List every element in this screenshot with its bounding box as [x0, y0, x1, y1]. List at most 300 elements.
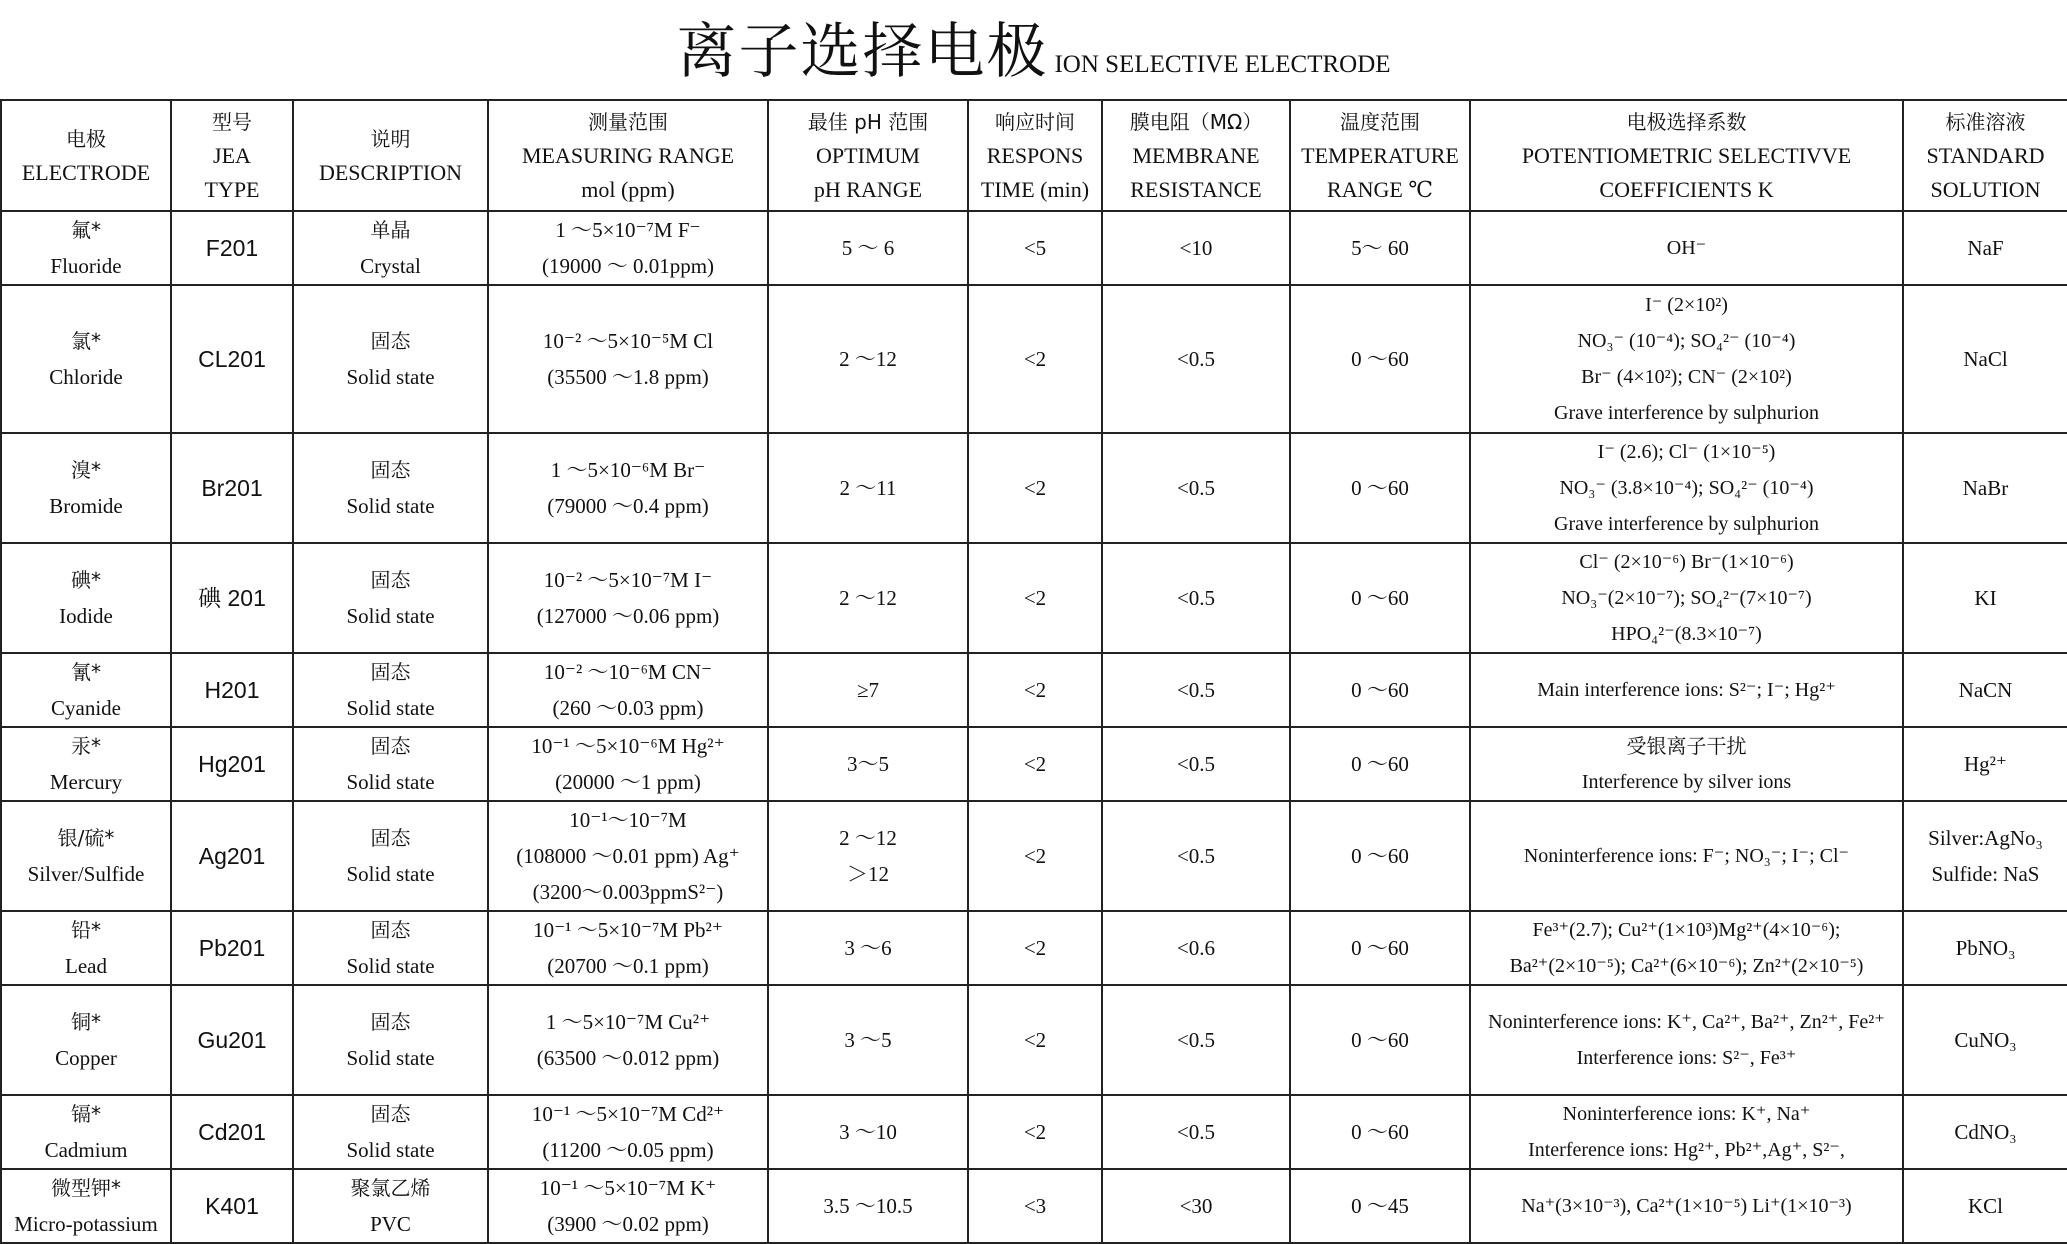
response-time-cell: [968, 985, 1102, 1095]
coefficient-line: 受银离子干扰: [1626, 734, 1747, 758]
temperature-cell: [1290, 211, 1470, 285]
standard-solution: NaBr: [1962, 476, 2009, 500]
measuring-range-cell: [488, 543, 768, 653]
header-line: RESISTANCE: [1130, 176, 1262, 202]
title-chinese: 离子选择电极: [676, 17, 1049, 87]
measuring-range-cell: [488, 285, 768, 433]
table-row: [1, 1095, 2067, 1169]
range-line: 10⁻² ～5×10⁻⁷M I⁻: [543, 568, 713, 592]
table-row: [1, 433, 2067, 543]
model-number: Pb201: [198, 935, 266, 961]
standard-solution-cell: [1903, 727, 2067, 801]
range-line: 1 ～5×10⁻⁷M Cu²⁺: [545, 1010, 711, 1034]
table-row: [1, 653, 2067, 727]
model-number: F201: [205, 235, 259, 261]
resistance-cell: [1102, 985, 1290, 1095]
ph-range-cell: [768, 433, 968, 543]
header-line: ELECTRODE: [21, 159, 151, 185]
electrode-name-zh: 碘*: [71, 568, 101, 592]
model-number: Br201: [201, 475, 263, 501]
ph-line: 3 ～5: [844, 1028, 892, 1052]
response-time-cell: [968, 653, 1102, 727]
standard-solution: NaCl: [1963, 347, 2008, 371]
electrode-name-en: Silver/Sulfide: [27, 862, 145, 886]
description-en: Solid state: [346, 954, 435, 978]
range-line: (127000 ～0.06 ppm): [536, 604, 720, 628]
description-cell: [293, 1095, 488, 1169]
header-line: 型号: [212, 109, 252, 134]
coefficient-cell: [1470, 727, 1903, 801]
membrane-resistance: <0.5: [1176, 678, 1216, 702]
header-line: MEMBRANE: [1132, 142, 1260, 168]
type-cell: [171, 801, 293, 911]
standard-solution: KCl: [1967, 1194, 2003, 1218]
coefficient-cell: [1470, 211, 1903, 285]
electrode-cell: [1, 1169, 171, 1243]
standard-solution-cell: [1903, 1095, 2067, 1169]
range-line: 1 ～5×10⁻⁷M F⁻: [555, 218, 701, 242]
temperature-cell: [1290, 433, 1470, 543]
type-cell: [171, 433, 293, 543]
standard-solution-cell: [1903, 543, 2067, 653]
response-time-cell: [968, 1169, 1102, 1243]
electrode-cell: [1, 285, 171, 433]
temperature-cell: [1290, 727, 1470, 801]
header-line: pH RANGE: [813, 176, 923, 202]
description-en: Solid state: [346, 365, 435, 389]
temperature-range: 0 ～60: [1351, 936, 1409, 960]
ph-range-cell: [768, 1095, 968, 1169]
range-line: (260 ～0.03 ppm): [552, 696, 704, 720]
electrode-name-en: Cyanide: [51, 696, 121, 720]
coefficient-line: Interference ions: S²⁻, Fe³⁺: [1576, 1047, 1797, 1069]
description-zh: 固态: [370, 918, 411, 942]
header-line: mol (ppm): [581, 176, 675, 202]
temperature-cell: [1290, 911, 1470, 985]
response-time-cell: [968, 433, 1102, 543]
response-time: <3: [1023, 1194, 1047, 1218]
coefficient-line: Br⁻ (4×10²); CN⁻ (2×10²): [1581, 366, 1792, 388]
ph-range-cell: [768, 801, 968, 911]
temperature-range: 0 ～45: [1351, 1194, 1409, 1218]
temperature-range: 0 ～60: [1351, 1120, 1409, 1144]
membrane-resistance: <30: [1179, 1194, 1213, 1218]
ph-range-cell: [768, 911, 968, 985]
membrane-resistance: <0.5: [1176, 476, 1216, 500]
range-line: 10⁻¹ ～5×10⁻⁷M Cd²⁺: [531, 1102, 725, 1126]
table-row: [1, 285, 2067, 433]
standard-solution: KI: [1974, 586, 1997, 610]
temperature-range: 0 ～60: [1351, 586, 1409, 610]
table-row: [1, 911, 2067, 985]
resistance-cell: [1102, 653, 1290, 727]
response-time: <5: [1023, 236, 1047, 260]
header-line: 说明: [370, 126, 411, 151]
temperature-cell: [1290, 285, 1470, 433]
coefficient-cell: [1470, 653, 1903, 727]
temperature-range: 0 ～60: [1351, 1028, 1409, 1052]
temperature-range: 5～ 60: [1351, 236, 1409, 260]
range-line: 10⁻² ～5×10⁻⁵M Cl: [542, 329, 714, 353]
temperature-range: 0 ～60: [1351, 844, 1409, 868]
coefficient-line: Cl⁻ (2×10⁻⁶) Br⁻(1×10⁻⁶): [1579, 551, 1794, 573]
range-line: (11200 ～0.05 ppm): [542, 1138, 714, 1162]
standard-solution: NaF: [1967, 236, 2004, 260]
table-row: [1, 543, 2067, 653]
description-zh: 单晶: [370, 218, 411, 242]
table-header-row: [1, 100, 2067, 211]
ph-line: 3 ～10: [839, 1120, 897, 1144]
description-en: Solid state: [346, 770, 435, 794]
model-number: 碘 201: [198, 585, 266, 611]
title-english: ION SELECTIVE ELECTRODE: [1054, 51, 1391, 78]
description-en: Solid state: [346, 494, 435, 518]
description-zh: 固态: [370, 660, 411, 684]
description-zh: 聚氯乙烯: [350, 1176, 431, 1200]
ph-line: 3～5: [847, 752, 889, 776]
header-line: TYPE: [204, 176, 260, 202]
coefficient-line: OH⁻: [1666, 237, 1707, 259]
range-line: 10⁻¹～10⁻⁷M: [569, 808, 687, 832]
table-row: [1, 801, 2067, 911]
membrane-resistance: <0.5: [1176, 1120, 1216, 1144]
electrode-cell: [1, 433, 171, 543]
header-line: 温度范围: [1340, 109, 1420, 134]
electrode-cell: [1, 653, 171, 727]
range-line: (20700 ～0.1 ppm): [547, 954, 709, 978]
standard-solution: NaCN: [1958, 678, 2013, 702]
electrode-name-en: Copper: [55, 1046, 117, 1070]
response-time: <2: [1023, 476, 1047, 500]
temperature-range: 0 ～60: [1351, 347, 1409, 371]
coefficient-line: Grave interference by sulphurion: [1554, 513, 1819, 535]
range-line: (19000 ～ 0.01ppm): [541, 254, 715, 278]
coefficient-cell: [1470, 543, 1903, 653]
coefficient-line: Interference ions: Hg²⁺, Pb²⁺,Ag⁺, S²⁻,: [1528, 1139, 1845, 1161]
standard-solution-cell: [1903, 433, 2067, 543]
response-time-cell: [968, 727, 1102, 801]
response-time: <2: [1023, 678, 1047, 702]
header-standard-solution: [1903, 100, 2067, 211]
response-time-cell: [968, 543, 1102, 653]
description-cell: [293, 285, 488, 433]
header-line: JEA: [213, 142, 251, 168]
standard-solution: PbNO₃: [1955, 936, 2016, 960]
header-temperature-range: [1290, 100, 1470, 211]
ph-line: 5 ～ 6: [841, 236, 895, 260]
type-cell: [171, 211, 293, 285]
membrane-resistance: <0.5: [1176, 752, 1216, 776]
type-cell: [171, 1169, 293, 1243]
electrode-cell: [1, 211, 171, 285]
electrode-name-en: Lead: [65, 954, 107, 978]
coefficient-line: Ba²⁺(2×10⁻⁵); Ca²⁺(6×10⁻⁶); Zn²⁺(2×10⁻⁵): [1509, 955, 1864, 977]
model-number: Gu201: [197, 1027, 267, 1053]
standard-solution: CuNO₃: [1954, 1028, 2017, 1052]
resistance-cell: [1102, 433, 1290, 543]
standard-solution-cell: [1903, 911, 2067, 985]
response-time-cell: [968, 911, 1102, 985]
coefficient-line: Fe³⁺(2.7); Cu²⁺(1×10³)Mg²⁺(4×10⁻⁶);: [1532, 919, 1841, 941]
header-line: 膜电阻（MΩ）: [1129, 109, 1263, 134]
electrode-name-zh: 溴*: [71, 458, 101, 482]
coefficient-line: NO₃⁻ (10⁻⁴); SO₄²⁻ (10⁻⁴): [1577, 330, 1796, 352]
measuring-range-cell: [488, 433, 768, 543]
description-zh: 固态: [370, 329, 411, 353]
model-number: Ag201: [198, 843, 266, 869]
ph-range-cell: [768, 211, 968, 285]
range-line: 10⁻¹ ～5×10⁻⁷M K⁺: [539, 1176, 717, 1200]
header-line: 测量范围: [588, 109, 668, 134]
description-cell: [293, 911, 488, 985]
response-time-cell: [968, 1095, 1102, 1169]
ph-range-cell: [768, 985, 968, 1095]
measuring-range-cell: [488, 727, 768, 801]
coefficient-line: Noninterference ions: K⁺, Na⁺: [1562, 1103, 1811, 1125]
description-en: Crystal: [360, 254, 421, 278]
model-number: Hg201: [198, 751, 266, 777]
header-line: OPTIMUM: [816, 142, 920, 168]
measuring-range-cell: [488, 211, 768, 285]
header-electrode: [1, 100, 171, 211]
resistance-cell: [1102, 211, 1290, 285]
header-line: 标准溶液: [1945, 109, 2026, 134]
header-line: COEFFICIENTS K: [1599, 176, 1774, 202]
response-time: <2: [1023, 844, 1047, 868]
electrode-cell: [1, 911, 171, 985]
range-line: 10⁻¹ ～5×10⁻⁶M Hg²⁺: [531, 734, 725, 758]
electrode-name-zh: 氟*: [71, 218, 101, 242]
coefficient-line: Interference by silver ions: [1581, 771, 1792, 793]
measuring-range-cell: [488, 985, 768, 1095]
header-line: 响应时间: [995, 109, 1075, 134]
resistance-cell: [1102, 1095, 1290, 1169]
type-cell: [171, 1095, 293, 1169]
electrode-name-en: Chloride: [49, 365, 123, 389]
description-en: Solid state: [346, 1138, 435, 1162]
membrane-resistance: <0.5: [1176, 586, 1216, 610]
model-number: H201: [204, 677, 260, 703]
ph-line: 2 ～12: [839, 347, 897, 371]
measuring-range-cell: [488, 801, 768, 911]
coefficient-line: NO₃⁻ (3.8×10⁻⁴); SO₄²⁻ (10⁻⁴): [1559, 477, 1814, 499]
standard-solution-cell: [1903, 653, 2067, 727]
range-line: 10⁻² ～10⁻⁶M CN⁻: [543, 660, 713, 684]
measuring-range-cell: [488, 1095, 768, 1169]
ph-line: 2 ～11: [839, 476, 897, 500]
electrode-name-zh: 镉*: [71, 1102, 101, 1126]
temperature-cell: [1290, 1095, 1470, 1169]
header-optimum-ph: [768, 100, 968, 211]
ph-line: ＞12: [847, 862, 889, 886]
type-cell: [171, 911, 293, 985]
header-response-time: [968, 100, 1102, 211]
type-cell: [171, 653, 293, 727]
model-number: CL201: [198, 346, 266, 372]
table-row: [1, 211, 2067, 285]
resistance-cell: [1102, 911, 1290, 985]
header-type: [171, 100, 293, 211]
page-title: [0, 4, 2067, 90]
description-zh: 固态: [370, 826, 411, 850]
description-en: Solid state: [346, 604, 435, 628]
standard-solution: Sulfide: NaS: [1931, 862, 2040, 886]
ph-range-cell: [768, 653, 968, 727]
range-line: (79000 ～0.4 ppm): [547, 494, 709, 518]
standard-solution: Hg²⁺: [1963, 752, 2008, 776]
ph-line: ≥7: [856, 678, 880, 702]
electrode-name-zh: 氯*: [71, 329, 101, 353]
description-zh: 固态: [370, 568, 411, 592]
header-line: 最佳 pH 范围: [807, 109, 929, 134]
description-zh: 固态: [370, 1102, 411, 1126]
coefficient-line: Noninterference ions: K⁺, Ca²⁺, Ba²⁺, Zn²⁺, Fe²⁺: [1488, 1011, 1885, 1033]
header-line: 电极选择系数: [1626, 109, 1747, 134]
type-cell: [171, 985, 293, 1095]
standard-solution: CdNO₃: [1954, 1120, 2017, 1144]
temperature-range: 0 ～60: [1351, 752, 1409, 776]
description-en: Solid state: [346, 1046, 435, 1070]
coefficient-cell: [1470, 285, 1903, 433]
range-line: 1 ～5×10⁻⁶M Br⁻: [550, 458, 706, 482]
measuring-range-cell: [488, 653, 768, 727]
ph-range-cell: [768, 285, 968, 433]
electrode-cell: [1, 543, 171, 653]
response-time: <2: [1023, 586, 1047, 610]
range-line: (63500 ～0.012 ppm): [536, 1046, 720, 1070]
standard-solution: Silver:AgNo₃: [1928, 826, 2043, 850]
description-cell: [293, 653, 488, 727]
range-line: (20000 ～1 ppm): [555, 770, 701, 794]
header-measuring-range: [488, 100, 768, 211]
electrode-name-en: Mercury: [49, 770, 123, 794]
header-description: [293, 100, 488, 211]
table-row: [1, 1169, 2067, 1243]
coefficient-cell: [1470, 1169, 1903, 1243]
type-cell: [171, 727, 293, 801]
standard-solution-cell: [1903, 1169, 2067, 1243]
header-line: MEASURING RANGE: [521, 142, 735, 168]
model-number: Cd201: [198, 1119, 266, 1145]
temperature-range: 0 ～60: [1351, 476, 1409, 500]
electrode-name-zh: 微型钾*: [51, 1176, 121, 1200]
ph-line: 3 ～6: [844, 936, 892, 960]
header-line: SOLUTION: [1930, 176, 2041, 202]
electrode-name-zh: 氰*: [71, 660, 101, 684]
range-line: 10⁻¹ ～5×10⁻⁷M Pb²⁺: [533, 918, 723, 942]
electrode-name-zh: 银/硫*: [57, 826, 115, 850]
description-en: PVC: [370, 1212, 411, 1236]
temperature-cell: [1290, 1169, 1470, 1243]
temperature-cell: [1290, 653, 1470, 727]
electrode-name-zh: 铅*: [71, 918, 101, 942]
coefficient-cell: [1470, 985, 1903, 1095]
table-row: [1, 727, 2067, 801]
coefficient-line: I⁻ (2.6); Cl⁻ (1×10⁻⁵): [1597, 441, 1776, 463]
response-time-cell: [968, 285, 1102, 433]
header-line: 电极: [66, 126, 106, 151]
description-zh: 固态: [370, 458, 411, 482]
ph-range-cell: [768, 543, 968, 653]
header-line: TEMPERATURE: [1301, 142, 1459, 168]
membrane-resistance: <0.5: [1176, 844, 1216, 868]
ph-line: 2 ～12: [839, 826, 897, 850]
description-zh: 固态: [370, 1010, 411, 1034]
response-time: <2: [1023, 936, 1047, 960]
membrane-resistance: <10: [1179, 236, 1213, 260]
standard-solution-cell: [1903, 285, 2067, 433]
resistance-cell: [1102, 801, 1290, 911]
table-row: [1, 985, 2067, 1095]
coefficient-line: Na⁺(3×10⁻³), Ca²⁺(1×10⁻⁵) Li⁺(1×10⁻³): [1521, 1195, 1852, 1217]
response-time: <2: [1023, 1028, 1047, 1052]
description-cell: [293, 985, 488, 1095]
temperature-cell: [1290, 543, 1470, 653]
header-line: RANGE ℃: [1327, 176, 1433, 202]
description-cell: [293, 433, 488, 543]
header-line: POTENTIOMETRIC SELECTIVVE: [1521, 142, 1852, 168]
header-line: STANDARD: [1926, 142, 2045, 168]
header-line: DESCRIPTION: [318, 159, 462, 185]
description-cell: [293, 1169, 488, 1243]
temperature-range: 0 ～60: [1351, 678, 1409, 702]
description-en: Solid state: [346, 862, 435, 886]
electrode-cell: [1, 727, 171, 801]
electrode-name-en: Micro-potassium: [14, 1212, 158, 1236]
header-selectivity-coefficients: [1470, 100, 1903, 211]
ph-line: 3.5 ～10.5: [823, 1194, 913, 1218]
electrode-name-zh: 铜*: [71, 1010, 101, 1034]
type-cell: [171, 543, 293, 653]
ph-line: 2 ～12: [839, 586, 897, 610]
membrane-resistance: <0.5: [1176, 347, 1216, 371]
resistance-cell: [1102, 285, 1290, 433]
type-cell: [171, 285, 293, 433]
coefficient-line: HPO₄²⁻(8.3×10⁻⁷): [1611, 623, 1762, 645]
coefficient-line: I⁻ (2×10²): [1645, 294, 1728, 316]
response-time: <2: [1023, 752, 1047, 776]
coefficient-line: NO₃⁻(2×10⁻⁷); SO₄²⁻(7×10⁻⁷): [1561, 587, 1812, 609]
electrode-table: [0, 99, 2067, 1244]
resistance-cell: [1102, 727, 1290, 801]
description-cell: [293, 211, 488, 285]
electrode-name-zh: 汞*: [71, 734, 101, 758]
description-en: Solid state: [346, 696, 435, 720]
header-line: TIME (min): [980, 176, 1090, 202]
temperature-cell: [1290, 801, 1470, 911]
description-zh: 固态: [370, 734, 411, 758]
electrode-name-en: Bromide: [49, 494, 123, 518]
response-time-cell: [968, 211, 1102, 285]
table-body: [1, 211, 2067, 1243]
electrode-name-en: Cadmium: [44, 1138, 128, 1162]
membrane-resistance: <0.6: [1176, 936, 1216, 960]
temperature-cell: [1290, 985, 1470, 1095]
range-line: (35500 ～1.8 ppm): [547, 365, 709, 389]
range-line: (3900 ～0.02 ppm): [547, 1212, 709, 1236]
electrode-cell: [1, 801, 171, 911]
range-line: (108000 ～0.01 ppm) Ag⁺: [516, 844, 740, 868]
standard-solution-cell: [1903, 985, 2067, 1095]
standard-solution-cell: [1903, 211, 2067, 285]
model-number: K401: [205, 1193, 259, 1219]
electrode-cell: [1, 1095, 171, 1169]
standard-solution-cell: [1903, 801, 2067, 911]
measuring-range-cell: [488, 1169, 768, 1243]
header-line: RESPONS: [986, 142, 1084, 168]
membrane-resistance: <0.5: [1176, 1028, 1216, 1052]
coefficient-line: Grave interference by sulphurion: [1554, 402, 1819, 424]
